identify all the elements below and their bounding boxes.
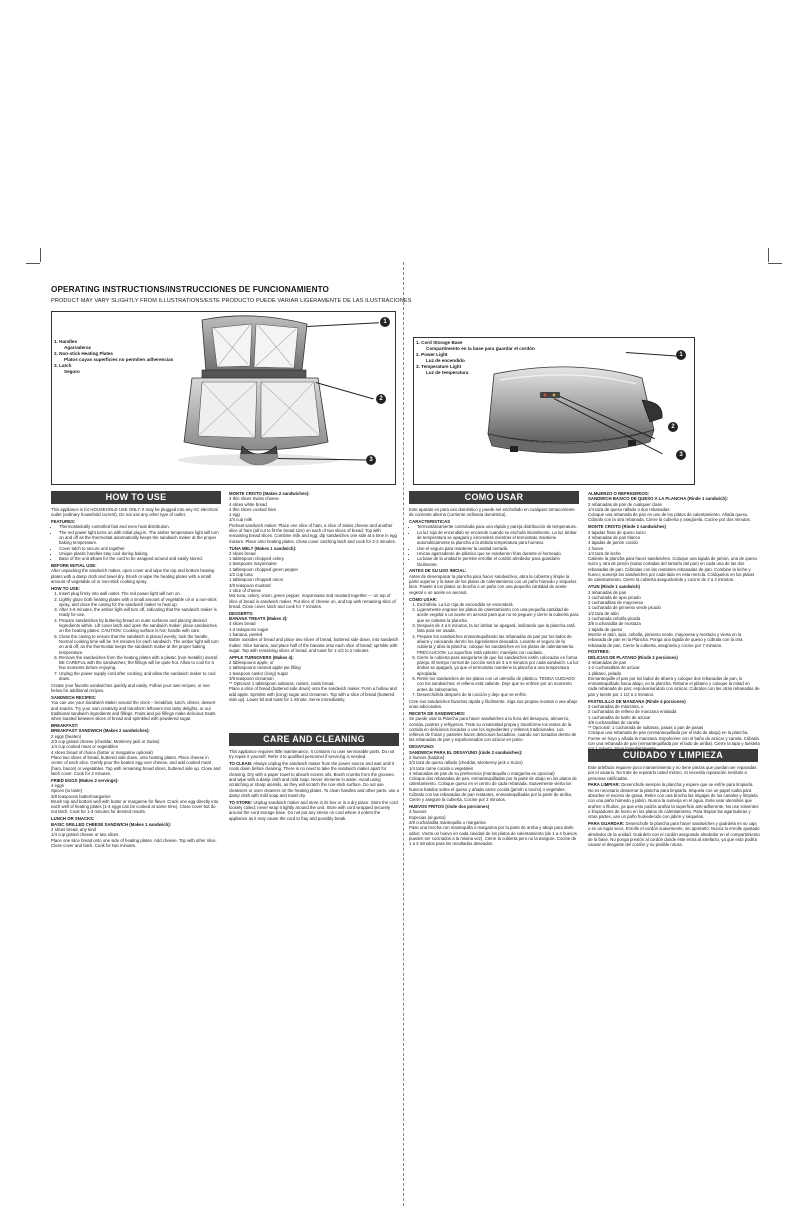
ingredient: 1 cucharadita de baño de azúcar [588,714,651,720]
recipe-text: Pase una brocha con mantequilla o margarina por la parte de arriba y abajo para darle sabor. Vierta un huevo en cada cavidad de los platos de calentamiento (de 1 a 4 huevos pueden ser cocinados a la misma vez). Cierre la cubierta pero no la asegure. Cocine de 1 a 3 minutos para los resultados deseados. [409,825,577,847]
ingredient: Especias (al gusto) [409,814,446,820]
legend-label-es: Luz de temperatura [426,369,469,375]
ingredient: 1/4 cup cooked meat or vegetables [51,744,118,750]
cuidado-intro: Este artefacto requiere poco mantenimiento y no tiene piezas que puedan ser reparadas por el usuario. No trate de repararlo usted mismo. Si necesita reparación remítalo a personas calificadas. [588,765,757,781]
recipe-title: PASTELILLO DE MANZANA (Rinde 4 porciones) [588,698,686,704]
recipe-text: Place two slices of bread, buttered side down, onto heating plates. Place cheese in center of each slice. Gently pour the beaten egg over cheese, and add cooked meat (ham, bacon) or vegetables. Top with remaining bread slices, buttered side up. Close and latch cover. Cook for 2 minutes. [51,754,221,776]
recipe-text: Coloque una rebanada de pan en uno de los platos de calentamiento. Añada queso. Cúbralo con la otra rebanada. Cierre la cubierta y asegúrela. Cocine por dos minutos. [588,512,751,523]
callout-2: 2 [668,422,678,432]
ingredient: 1 plátano, pelado [588,670,621,676]
ingredient: 1/2 cup tuna [229,572,253,578]
recipe-text: Place a slice of bread (buttered side down) onto the sandwich maker. Form a hollow and add apple. Sprinkle with (icing) sugar and cinnamon. Top with a slice of bread (buttered side up). Lower lid and toast for 1 minute. Serve immediately. [229,686,397,703]
section-como-usar: COMO USAR [409,491,579,504]
ingredient: 4 slices bread of choice (butter or margarine optional) [51,749,153,755]
recipes-heading: SANDWICH RECIPES: [51,695,97,701]
antes-heading: ANTES DE SU USO INICIAL: [409,568,467,574]
crop-mark [768,248,769,262]
callout-3: 3 [676,450,686,460]
recipe-text: Place one slice bread onto one side of heating plates. Add cheese. Top with other slice. Close cover and latch. Cook for two minutes. [51,837,217,848]
postres-heading: POSTRES: [588,649,610,655]
ingredient: 4 slices white bread [229,501,267,507]
list-item: 6. Remove the sandwiches from the heating plates with a plastic (non-metallic) utensil. BE CAREFUL with the sandwiches; the fillings will be quite hot. Allow to cool for a few moments before enjoying. [59,655,221,671]
column-care [229,749,399,879]
recipe-text: Coloque una rebanada de pan (enmantequillada por el lado de abajo) en la plancha. Forme un hoyo y añada la manzana. Espolvoree con el baño de azúcar y canela. Cúbrala con una rebanada de pan (enmantequillada por el lado de arriba). Cierre la tapa y tuéstela por 1 minuto. Sirva inmediatamente. [588,730,760,752]
ingredient: 1 tablespoon chopped onion [229,577,283,583]
list-item: 1. Insert plug firmly into wall outlet. The red power light will turn on. [59,591,221,596]
ingredient: 2 tajadas finas de queso suizo [588,529,646,535]
section-cuidado-y-limpieza: CUIDADO Y LIMPIEZA [588,749,758,762]
ingredient: 4 rebanadas de pan de su preferencia (mantequilla o margarina es opcional) [409,770,555,776]
ingredient: 1/4 taza de leche [588,550,621,556]
crop-mark [40,248,41,262]
ingredient: 1 slice of cheese [229,587,262,593]
features-list [51,524,221,561]
recipe-title: ATUN (Rinde 1 sandwich) [588,584,640,590]
ingredient: 1 teaspoon castor (icing) sugar [229,670,288,676]
column-cuidado [588,765,760,915]
store-text: Unplug sandwich maker and store in its box or in a dry place. Store the cord loosely coiled; never wrap it tightly around the unit. Store with cord wrapped securely around the cord storage base. Do not put any stress on cord where it enters the appliance as it may cause the cord to fray and possibly break. [229,799,398,821]
ingredient: 4 slices bread [229,621,256,627]
column-how-to-use [51,507,221,947]
recipe-title: BREAKFAST SANDWICH (Makes 2 sandwiches): [51,728,150,734]
ingredient: Spices (to taste) [51,788,83,794]
caracteristicas-heading: CARACTERISTICAS [409,519,451,525]
list-item: 1. Enchúfela. La luz roja de encendido se encenderá. [417,602,579,607]
ingredient: 2 slices bread [229,550,256,556]
recipe-title: TUNA MELT (Makes 1 sandwich): [229,545,297,551]
ingredient: 1/2 taza de atún [588,610,619,616]
legend-num: 2. [416,352,420,358]
legend-label: Non-stick Heating Plates [59,351,113,357]
list-item: • Thermostatically controlled fast and even heat distribution. [59,524,221,529]
clean-heading: TO CLEAN: [229,761,253,767]
legend-label-es: Platos cuyas superficies no permiten adherencias [64,356,174,362]
guardar-text: Desenchufe la plancha para hacer sandwiches y guárdela en su caja o en un lugar seco. Enrolle el cordón suavemente, sin apretarlo. Nunca lo enrolle ajustado alrededor de la unidad. Guárdelo con el cordón asegurado alrededor en el compartimiento de la base. No ponga presión al cordón donde éste entra al artefacto, ya que esto podría causar el desgaste del cordón y su posible rotura. [588,821,760,848]
callout-3: 3 [366,455,376,465]
ingredient: 3/8 teaspoon mustard [229,582,271,588]
ingredient: 2 eggs (beaten) [51,733,82,739]
ingredient: 4 thin slices cooked ham [229,506,277,512]
ingredient: 3/8 teaspoon cinnamon [229,675,274,681]
callout-1: 1 [380,317,390,327]
ingredient: 1 cucharada de pimiento verde picado [588,605,661,611]
page-title: OPERATING INSTRUCTIONS/INSTRUCCIONES DE FUNCIONAMIENTO [51,285,330,294]
before-heading: BEFORE INITIAL USE: [51,563,97,569]
ingredient: 2 rebanadas de pan de cualquier clase [588,501,663,507]
list-item: 2. Ligeramente engrase los platos de calentamiento con una pequeña cantidad de aceite vegetal o un aceite en aerosol para que no se peguen y cierre la cubierta para que se caliente la plancha. [417,607,579,623]
howto-heading: HOW TO USE: [51,585,81,591]
intro-text: This appliance is for HOUSEHOLD USE ONLY. It may be plugged into any AC electrical outlet (ordinary household current). Do not use any other type of outlet. [51,507,218,518]
intro-text: Este aparato es para uso doméstico y puede ser enchufado en cualquier tomacorriente de corriente alterna (corriente ordinaria doméstica). [409,507,575,518]
column-recipes-care [229,491,399,731]
ingredient: 4 tajadas de jamón cocido [588,540,638,546]
ingredient: 3/8 teaspoons butter/margarine [51,793,111,799]
desserts-heading: DESSERTS: [229,610,254,616]
list-item: 7. Unplug the power supply cord after cooking, and allow the sandwich maker to cool down. [59,671,221,682]
list-item: 4. Prepare los sandwiches enmantequillando las rebanadas de pan por los lados de afuera y colocando dentro los ingredientes deseados. Levante el seguro de la cubierta y abra la plancha; coloque los sandwiches en los platos de calentamiento. PRECAUCION: La superficie está caliente; manéjela con cuidado. [417,634,579,655]
list-item: 5. Cierre la cubierta para asegurarse de que los sandwiches estén colocados en forma pareja. El tiempo normal de cocción será de 3 a 6 minutos por cada sandwich. La luz ámbar se apagará, ya que el termostato mantiene la plancha a una temperatura apropiada. [417,655,579,676]
list-item: 2. Lightly glaze both heating plates with a small amount of vegetable oil or a non-stick spray, and close the casing for the sandwich maker to heat up. [59,597,221,608]
ingredient: 1/4 cup milk [229,517,252,523]
recipes-text: You can use your Sandwich Maker around the clock – breakfast, lunch, dinner, dessert and snacks. Try your own creativity and transform leftovers into tasty delights, or our traditional sandwich ingredients and fillings. Fruits and pie fillings make delicious treats when toasted between slices of bread and sprinkled with powdered sugar. [51,700,216,722]
ingredient: 1-2 teaspoons sugar [229,626,269,632]
recetas-text: Se puede usar la Plancha para hacer sandwiches a la hora del desayuno, almuerzo, comida, postres y refrigerios. Trate su creatividad propia y transforme los restos de la comida en deliciosos bocados o use los ingredientes y rellenos tradicionales. Los rellenos de frutas y pasteles hacen deliciosos bocaditos, cuando son tostados dentro de las rebanadas de pan y espolvoreados con azúcar en polvo. [409,716,577,743]
legend-label-es: Luz de encendido [426,357,465,363]
fold-line [403,262,404,1206]
recipe-title: MONTE CRISTO (Rinde 2 sandwiches) [588,524,666,530]
ingredient: 2 cucharadas de manzana, o [588,703,644,709]
create-text: Create your favorite sandwiches quickly and easily. Follow your own recipes, or see below for additional recipes. [51,682,210,694]
section-how-to-use: HOW TO USE [51,491,221,504]
page-subtitle: PRODUCT MAY VARY SLIGHTLY FROM ILLUSTRATIONS/ESTE PRODUCTO PUEDE VARIAR LIGERAMENTE DE LAS ILUSTRACIONES [51,298,412,304]
limpiar-text: Desenchufe siempre la plancha y espere que se enfríe para limpiarla. No es necesario desarmar la plancha para limpiarla. Séquela con un papel toalla para absorber el exceso de grasa. Retire con una brocha las migajas de los canales y límpiela con una paño húmedo y jabón. Nunca la sumerja en el agua. Evite usar utensilios que arañen o filudos, ya que esto podría arañar la superficie anti-adherente. No use solventes o limpiadores de horno en los platos de calentamiento. Para limpiar las agarraderas y otras partes, use un paño humedecido con jabón y séquelas. [588,782,759,820]
recipe-title: SANDWICH PARA EL DESAYUNO (rinde 2 sandwiches): [409,749,523,755]
column-recetas [588,491,760,752]
store-heading: TO STORE: [229,799,253,805]
legend-label: Cord Storage Base [421,340,463,345]
ingredient: 4 huevos [409,809,427,815]
legend-label: Temperature Light [421,364,462,370]
care-intro: This appliance requires little maintenance. It contains no user serviceable parts. Do not try repair it yourself. Refer it to qualified personnel if servicing is needed. [229,749,395,760]
almuerzo-heading: ALMUERZO O REFRIGERIOS: [588,491,650,496]
ingredient: 2 tablespoons canned apple pie filling [229,665,301,671]
figure-left [51,311,396,485]
recipe-text: Enmantequille el pan por los lados de afuera y coloque dos rebanadas de pan, lo enmantequillado hacia abajo, en la plancha. Rebane el plátano y coloque la mitad en cada rebanada de pan; espolvoréandolo con azúcar. Cúbralos con las otras rebanadas de pan y tueste por 1 1/2 a 2 minutos. [588,675,760,697]
ingredient: 2/3 cup grated cheese (cheddar, Monterey jack or Swiss) [51,739,160,745]
recipe-title: BANANA TREATS (Makes 2): [229,616,288,622]
ingredient: 1-2 cucharaditas de azúcar [588,665,640,671]
list-item: 6. Retire los sandwiches de los platos con un utensilio de plástico. TENGA CUIDADO con los sandwiches; el relleno está caliente. Deje que se enfríen por un momento antes de saborearlos. [417,676,579,692]
caracteristicas-list [409,524,579,566]
optional-note: ** Opcional: 1 cucharada de sultanas, pasas o pan de pasas [588,725,704,731]
ingredient: 4 rebanadas de pan blanco [588,534,641,540]
ingredient: 1 egg [229,512,240,518]
lunch-heading: LUNCH OR SNACKS: [51,816,95,822]
ingredient: 3/8 cucharadita mantequilla o margarina [409,820,486,826]
recipe-title: SANDWICH BASICO DE QUESO A LA PLANCHA (Rinde 1 sandwich): [588,496,728,502]
como-heading: COMO USAR: [409,596,438,602]
before-text: After unpacking the sandwich maker, open cover and wipe the top and bottom heating plates with a damp cloth and towel dry. Brush or wipe the heating plates with a small amount of vegetable oil or non-stick cooking spray. [51,568,215,585]
recipe-text: Butter outsides of bread and place two slices of bread, buttered side down, into sandwich maker. Slice banana, and place half of the banana onto each slice of bread; sprinkle with sugar. Top with remaining slices of bread, and toast for 1-1/2 to 2 minutes. [229,637,399,653]
list-item: 4. Prepare sandwiches by buttering bread on outer surfaces and placing desired ingredients within. Lift cover latch and open the sandwich maker, place sandwiches on the heating plates. CAUTION: Cooking surface is hot; handle with care. [59,618,221,634]
list-item: • Base of the unit allows for the cord to be wrapped around and easily stored. [59,556,221,561]
list-item: 3. Después de 4 a 6 minutos, la luz ámbar se apagará, indicando que la plancha está lista para ser usada. [417,623,579,634]
ingredient: 1/4 taza de queso rallado o dos rebanadas [588,506,670,512]
ingredient: 3/8 cucharaditas de canela [588,719,640,725]
list-item: • Termostáticamente controlada para una rápida y pareja distribución de temperatura. [417,524,579,529]
column-como-usar [409,507,579,937]
ingredient: 4 rebanadas de pan [588,659,627,665]
pasos-list [409,602,579,697]
recipe-text: Coloque dos rebanadas de pan, enmantequilladas por la parte de abajo en los platos de calentamiento. Coloque queso en el centro de cada rebanada. Suavemente vierta los huevos batidos sobre el queso y añada carne cocida (jamón o tocino) o vegetales. Cúbralo con las rebanadas de pan restantes, enmantequilladas por la parte de arriba. Cierre y asegure la cubierta. Cocine por 2 minutos. [409,776,577,803]
antes-text: Antes de desempacar la plancha para hacer sandwiches, abra la cubierta y limpie la parte superior y la base de los platos de calentamiento con un paño húmedo y séquelos bien. Pasele a los platos un brocha o un paño con una pequeña cantidad de aceite vegetal o un aceite en aerosol. [409,573,577,595]
callout-1: 1 [676,350,686,360]
legend-label-es: Seguro [64,368,80,374]
legend-num: 3. [416,364,420,370]
list-item: 3. After 4-6 minutes, the amber light will turn off, indicating that the sandwich maker is ready for use. [59,607,221,618]
recipe-title: FRIED EGGS (Makes 2 servings): [51,777,119,783]
list-item: 7. Desenchúfela después de la cocción y deje que se enfríe. [417,692,579,697]
recipe-title: MONTE CRISTO (Makes 2 sandwiches): [229,491,310,496]
crop-mark [768,263,782,264]
recipe-title: DELICIAS DE PLATANO (Rinde 2 porciones) [588,654,678,660]
sandwich-maker-closed-illustration [414,338,694,484]
optional-note: ** Optional: 1 tablespoon sultanas, raisins, raisin bread. [229,681,335,687]
legend-num: 3. [54,363,58,369]
ingredient: 1 tablespoon chopped green pepper [229,566,299,572]
ingredient: 3/8 cucharadita de mostaza [588,621,641,627]
ingredient: 4 eggs [51,783,64,788]
recipe-text: Caliente la plancha para hacer sandwiches. Coloque una tajada de jamón, una de queso suizo y otra de jamón (todas cortadas del tamaño del pan) en cada una de las dos rebanadas de pan. Cúbralas con las restantes rebanadas de pan. Combine la leche y huevo; sumerja los sandwiches por cada lado en esta mezcla. Colóquelos en los platos de calentamiento. Cierre la cubierta asegurándola y cocine de 2 a 3 minutos. [588,556,757,583]
list-item: • Unique plastic handles stay cool during baking. [59,551,221,556]
recipe-title: HUEVOS FRITOS (rinde dos porciones) [409,804,490,810]
legend-label: Latch [59,363,72,369]
crop-mark [26,263,40,264]
recipe-title: BASIC GRILLED CHEESE SANDWICH (Makes 1 sandwich): [51,821,172,827]
section-care-and-cleaning: CARE AND CLEANING [229,733,399,746]
ingredient: 1 huevo [588,545,604,551]
ingredient: 2 cucharaditas de mayonesa [588,600,643,606]
ingredient: 2 slices bread, any kind [51,826,96,832]
ingredient: 1 tablespoon chopped celery [229,556,284,562]
legend-label-es: Agarraderas [64,344,92,350]
clean-text: Always unplug the sandwich maker from the power source and wait until it cools down before cleaning. There is no need to take the sandwich maker apart for cleaning. Dry with a paper towel to absorb excess oils. Brush crumbs from the grooves, and wipe with a damp cloth and mild soap. Never immerse in water. Avoid using scratching or sharp utensils, as they will scratch the non-stick surface. Do not use cleansers or oven cleaners on the heating plates. To clean handles and other parts, use a damp cloth with mild soap and towel dry. [229,761,399,798]
list-item: • The red power light turns on with initial plug-in. The amber temperature light will turn on and off as the thermostat automatically keeps the sandwich maker at the proper baking temperature. [59,530,221,546]
steps-list [51,591,221,681]
ingredient: 1/4 cup grated cheese or two slices [51,832,119,838]
ingredient: 2 rebanadas de pan [588,589,627,595]
ingredient: 1 cucharada cebolla picada [588,616,641,622]
recipe-text: Mix tuna, celery, onion, green pepper, mayonnaise and mustard together — on top of slice of bread in sandwich maker. Put slice of cheese on, and top with remaining slice of bread. Close cover, latch and cook for 7 minutes. [229,593,396,609]
ingredient: 2 thin slices Swiss cheese [229,496,279,502]
ingredient: 2 teaspoons mayonnaise [229,561,277,567]
breakfast-heading: BREAKFAST: [51,723,79,729]
list-item: • Cover latch to secure unit together. [59,546,221,551]
desayuno-heading: DESAYUNO: [409,744,435,750]
list-item: 5. Close the casing to ensure that the sandwich is placed evenly; lock the handle. Normal cooking time will be 3-6 minutes for each sandwich. The amber light will turn on and off, as the thermostat keeps the sandwich maker at the proper baking temperature. [59,634,221,655]
limpiar-heading: PARA LIMPIAR: [588,782,620,788]
legend-num: 1. [416,340,420,345]
cree-text: Cree sus sandwiches favoritos rápida y fácilmente. Siga sus propias recetas o vea abajo unas adicionales. [409,698,578,710]
list-item: • La base de la unidad le permite enrollar el cordón alrededor para guardarlo fácilmente. [417,556,579,567]
recipe-text: Preheat sandwich maker. Place one slice of ham, a slice of Swiss cheese and another slice of ham (all cut to fit the bread size) on each of two slices of bread. Top with remaining bread slices. Combine milk and egg; dip sandwiches one side at a time in egg mixture. Place onto heating plates. Close cover catching latch and cook for 2-3 minutes. [229,522,397,544]
legend-label-es: Compartimento en la base para guardar el cordón [426,345,535,351]
recipe-title: APPLE TURNOVERS (Makes 4): [229,654,294,660]
ingredient: 1 cucharada de apio picado [588,594,641,600]
ingredient: 1 banana, peeled [229,631,263,637]
features-heading: FEATURES: [51,519,76,525]
legend-num: 1. [54,339,58,344]
list-item: • Use el seguro para mantener la unidad cerrada. [417,546,579,551]
recipe-text: Brush top and bottom well with butter or margarine for flavor. Crack one egg directly into each well of heating plates (1-4 eggs can be cooked at same time). Close cover but do not latch. Cook for 1-3 minutes for desired results. [51,798,219,815]
list-item: • La luz roja de encendido se enciende cuando se enchufa inicialmente. La luz ámbar de temperatura se apagará y encenderá mientras el termostato mantiene automáticamente la plancha a la debida temperatura para hornear. [417,530,579,546]
legend-label: Power Light [421,352,448,358]
figure-right [413,337,695,485]
list-item: • Unicas agarraderas de plástico que se mantienen frías durante el horneado. [417,551,579,556]
ingredient: 1 tajada de queso [588,626,623,632]
callout-2: 2 [376,394,386,404]
ingredient: 2 tablespoons apple, or [229,659,274,665]
legend-num: 2. [54,351,58,357]
ingredient: 1/4 taza carne cocida o vegetales [409,765,474,771]
ingredient: 2 cucharadas de relleno de manzana enlatada [588,709,677,715]
ingredient: 2 huevos (batidos) [409,754,445,760]
ingredient: 2/3 taza de queso rallado (cheddar, Monterrey jack o Suizo) [409,760,523,766]
recetas-heading: RECETA DE SANDWICHES: [409,710,466,716]
guardar-heading: PARA GUARDAR: [588,821,625,827]
recipe-text: Mezcle el atún, apio, cebolla, pimiento verde, mayonesa y mostaza y vierta en la rebanada de pan en la Plancha. Ponga una tajada de queso y cúbrala con la otra rebanada de pan. Cierre la cubierta, asegúrela y cocine por 7 minutos. [588,631,743,648]
legend-label: Handles [59,339,77,344]
